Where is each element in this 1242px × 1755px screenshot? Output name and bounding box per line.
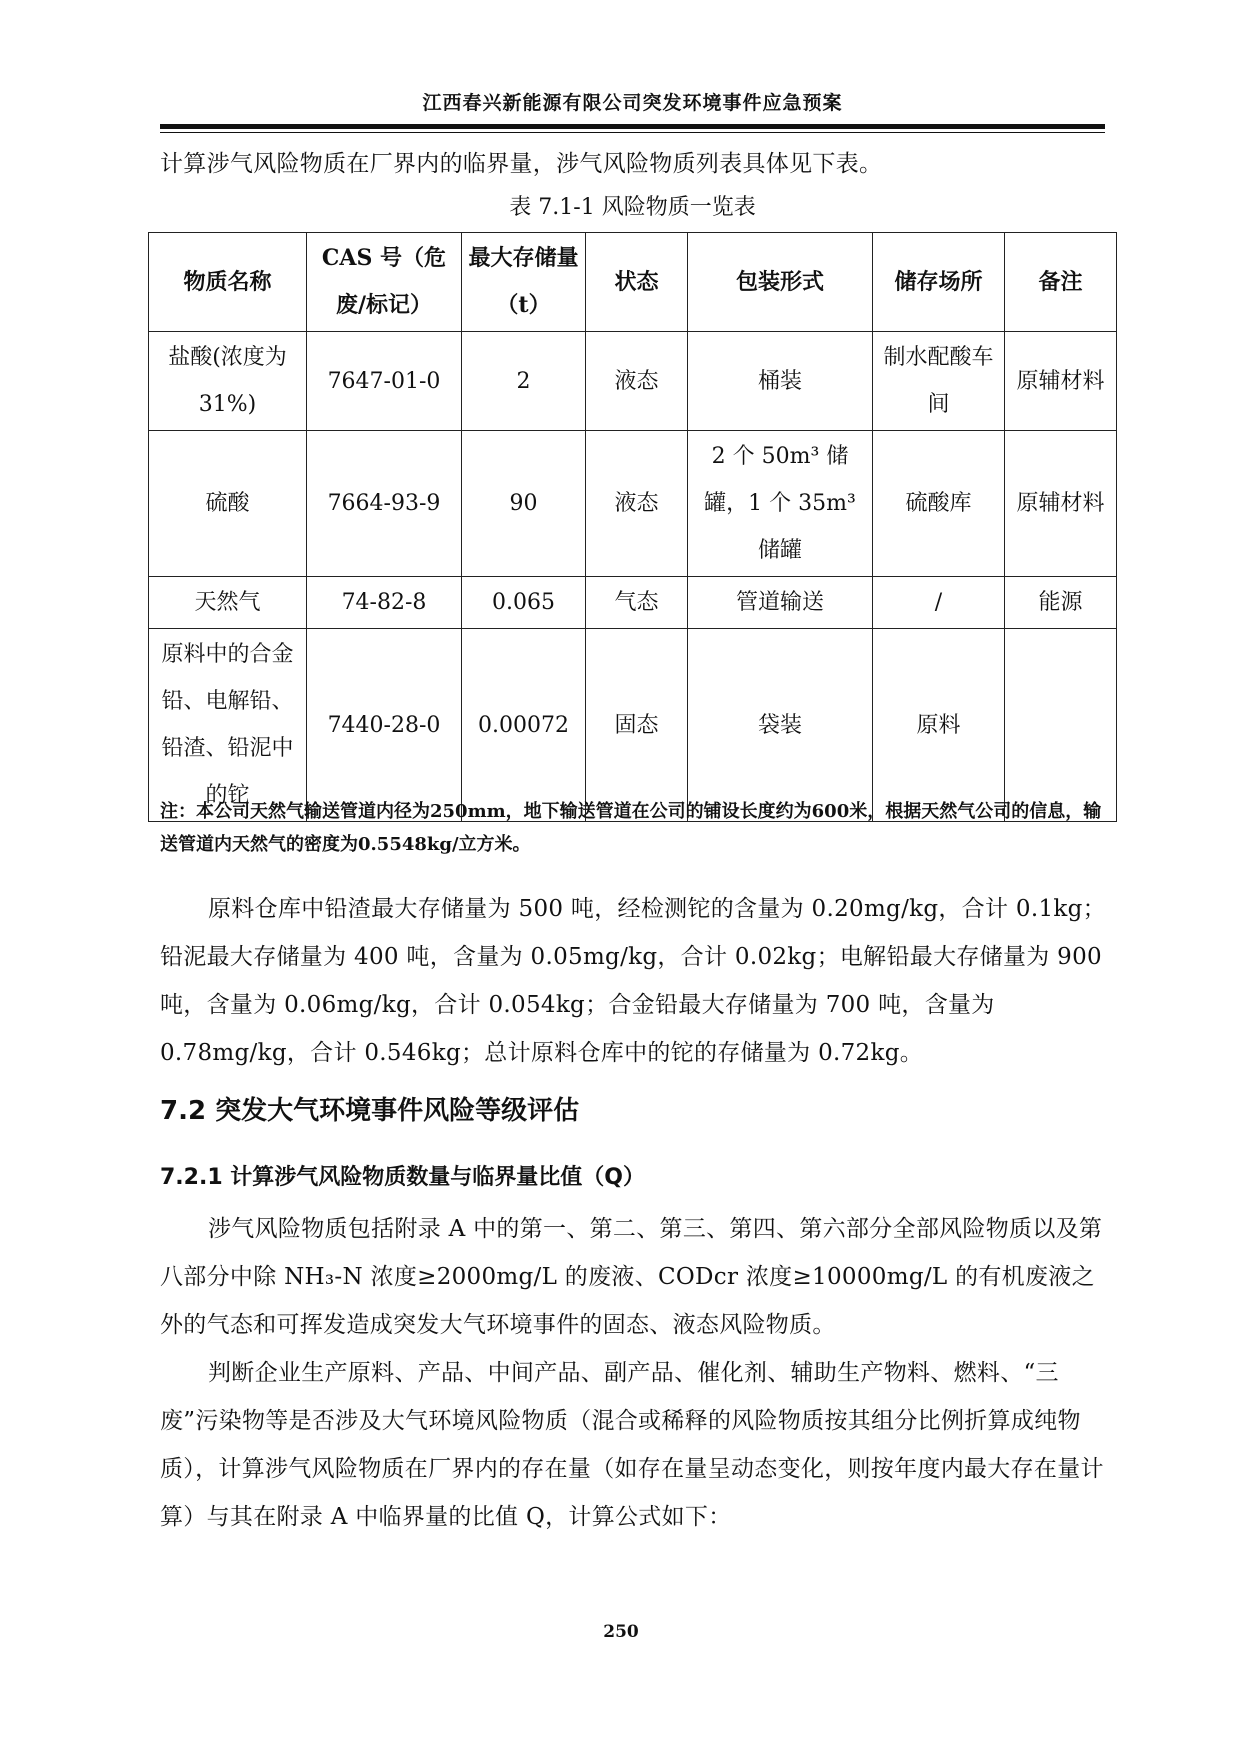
body-paragraphs <box>160 1205 1110 1541</box>
cell-cas: 7647-01-0 <box>307 332 462 431</box>
cell-pack: 管道输送 <box>688 577 873 629</box>
intro-text: 计算涉气风险物质在厂界内的临界量，涉气风险物质列表具体见下表。 <box>160 151 883 177</box>
cell-qty: 0.065 <box>462 577 586 629</box>
cell-place: 制水配酸车间 <box>873 332 1005 431</box>
table-footnote: 注：本公司天然气输送管道内径为250mm，地下输送管道在公司的铺设长度约为600米，根据天然气公司的信息，输送管道内天然气的密度为0.5548kg/立方米。 <box>160 801 1102 855</box>
cell-qty: 2 <box>462 332 586 431</box>
risk-substance-table <box>148 232 1117 822</box>
col-header-name: 物质名称 <box>149 233 307 332</box>
cell-name: 硫酸 <box>149 431 307 577</box>
col-header-pack: 包装形式 <box>688 233 873 332</box>
cell-pack: 2 个 50m³ 储罐，1 个 35m³ 储罐 <box>688 431 873 577</box>
thallium-paragraph <box>160 885 1110 1077</box>
section-heading-7-2-1: 7.2.1 计算涉气风险物质数量与临界量比值（Q） <box>160 1165 646 1190</box>
thallium-text: 原料仓库中铅渣最大存储量为 500 吨，经检测铊的含量为 0.20mg/kg，合计 0.1kg；铅泥最大存储量为 400 吨，含量为 0.05mg/kg，合计 0.02kg；电解铅最大存储量为 900 吨，含量为 0.06mg/kg，合计 0.054kg；合金铅最大存储量为 700 吨，含量为 0.78mg/kg，合计 0.546kg；总计原料仓库中的铊的存储量为 0.72kg。 <box>160 896 1106 1066</box>
cell-note: 能源 <box>1005 577 1117 629</box>
cell-note: 原辅材料 <box>1005 332 1117 431</box>
table-row <box>149 332 1117 431</box>
col-header-place: 储存场所 <box>873 233 1005 332</box>
col-header-state: 状态 <box>586 233 688 332</box>
cell-name: 天然气 <box>149 577 307 629</box>
intro-paragraph <box>160 140 1110 188</box>
header-thick-rule <box>160 124 1105 129</box>
cell-place: 硫酸库 <box>873 431 1005 577</box>
cell-pack: 桶装 <box>688 332 873 431</box>
cell-cas: 7440-28-0 <box>307 629 462 822</box>
cell-place: 原料 <box>873 629 1005 822</box>
table-caption: 表 7.1-1 风险物质一览表 <box>509 195 756 220</box>
cell-state: 固态 <box>586 629 688 822</box>
cell-state: 液态 <box>586 431 688 577</box>
table-row <box>149 629 1117 822</box>
cell-state: 气态 <box>586 577 688 629</box>
cell-cas: 74-82-8 <box>307 577 462 629</box>
col-header-note: 备注 <box>1005 233 1117 332</box>
cell-pack: 袋装 <box>688 629 873 822</box>
section-heading-7-2: 7.2 突发大气环境事件风险等级评估 <box>160 1096 580 1126</box>
table-row <box>149 577 1117 629</box>
header-thin-rule <box>160 132 1105 133</box>
cell-qty: 90 <box>462 431 586 577</box>
col-header-cas: CAS 号（危废/标记） <box>307 233 462 332</box>
cell-cas: 7664-93-9 <box>307 431 462 577</box>
cell-note <box>1005 629 1117 822</box>
table-header-row <box>149 233 1117 332</box>
page-number: 250 <box>603 1622 639 1642</box>
cell-name: 盐酸(浓度为31%) <box>149 332 307 431</box>
cell-note: 原辅材料 <box>1005 431 1117 577</box>
cell-place: / <box>873 577 1005 629</box>
cell-state: 液态 <box>586 332 688 431</box>
document-header: 江西春兴新能源有限公司突发环境事件应急预案 <box>422 92 843 114</box>
col-header-qty: 最大存储量（t） <box>462 233 586 332</box>
method-paragraph: 判断企业生产原料、产品、中间产品、副产品、催化剂、辅助生产物料、燃料、“三废”污染物等是否涉及大气环境风险物质（混合或稀释的风险物质按其组分比例折算成纯物质），计算涉气风险物质在厂界内的存在量（如存在量呈动态变化，则按年度内最大存在量计算）与其在附录 A 中临界量的比值 Q，计算公式如下： <box>160 1360 1104 1530</box>
cell-name: 原料中的合金铅、电解铅、铅渣、铅泥中的铊 <box>149 629 307 822</box>
scope-paragraph: 涉气风险物质包括附录 A 中的第一、第二、第三、第四、第六部分全部风险物质以及第八部分中除 NH₃-N 浓度≥2000mg/L 的废液、CODcr 浓度≥10000mg/L 的有机废液之外的气态和可挥发造成突发大气环境事件的固态、液态风险物质。 <box>160 1216 1103 1338</box>
table-row <box>149 431 1117 577</box>
cell-qty: 0.00072 <box>462 629 586 822</box>
